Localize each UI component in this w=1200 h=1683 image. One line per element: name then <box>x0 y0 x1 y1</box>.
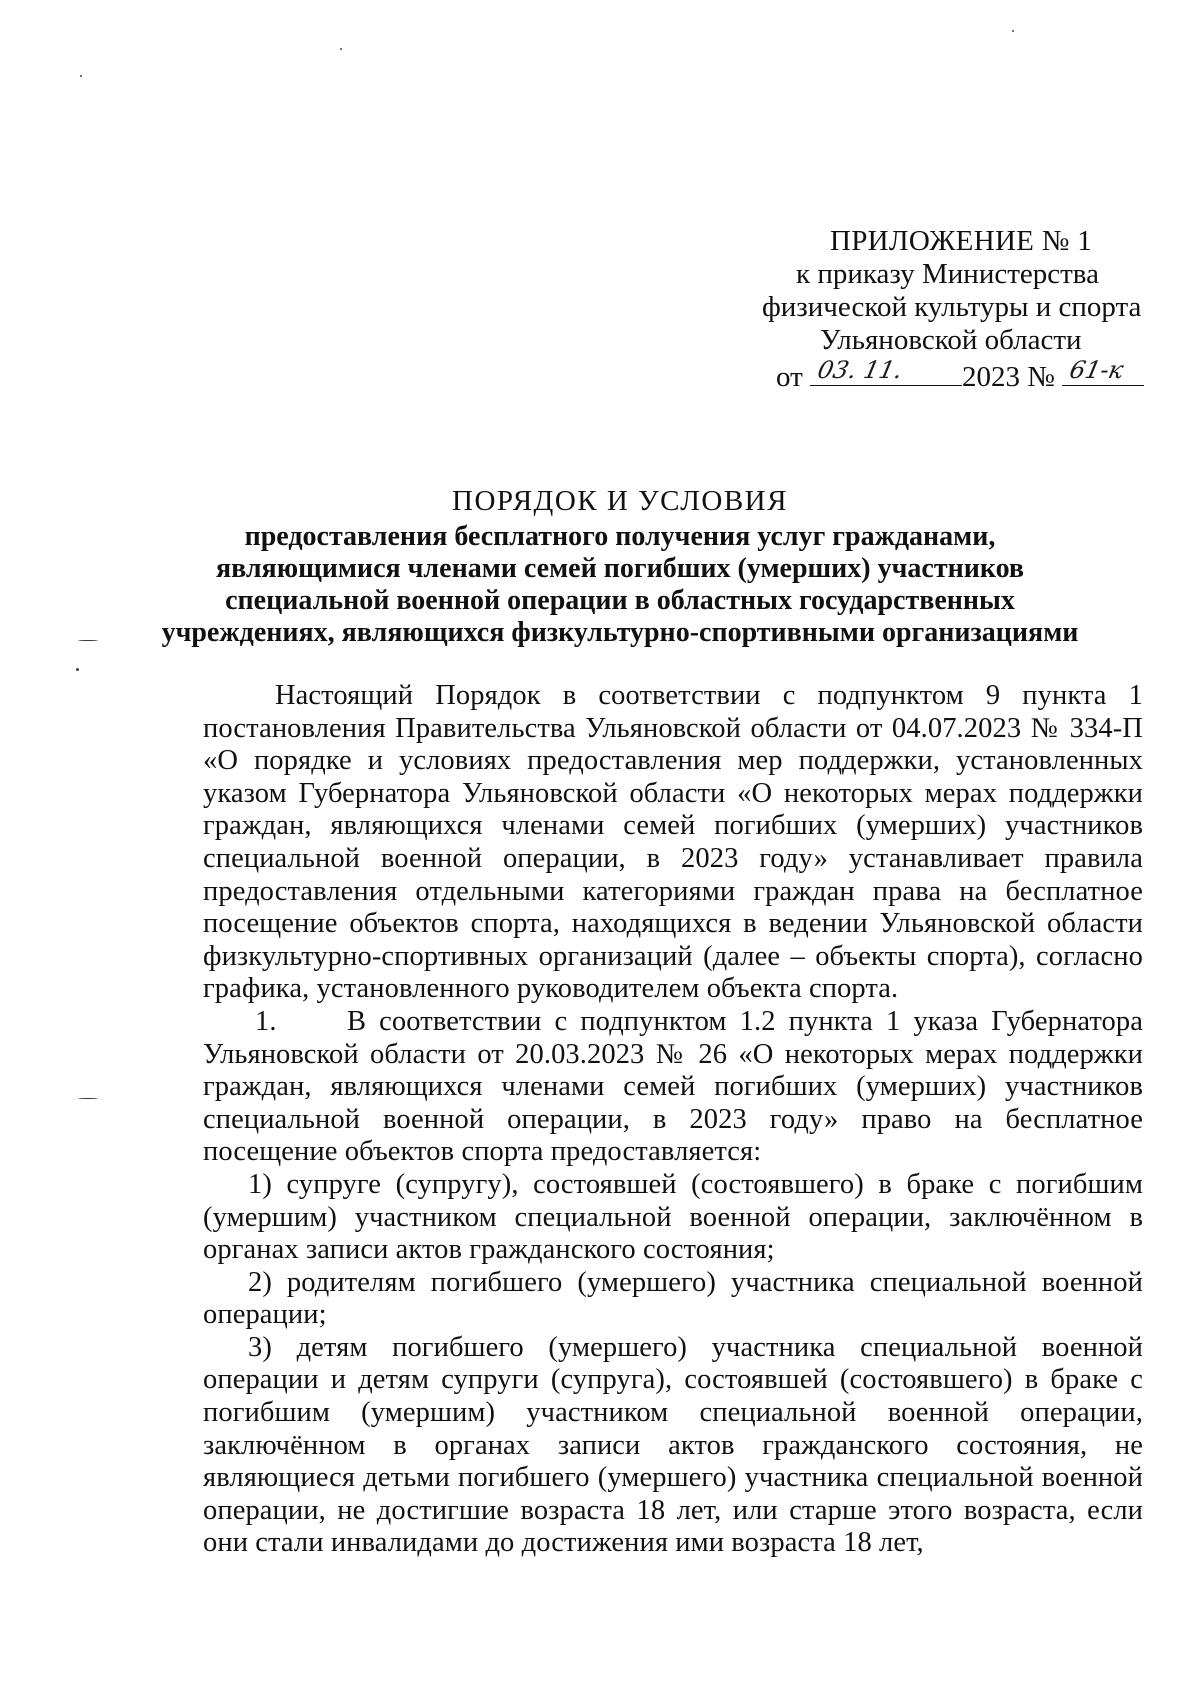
paragraph-1 <box>203 1006 1143 1169</box>
title-subline: учреждениях, являющихся физкультурно-спортивными организациями <box>161 617 1079 648</box>
scan-speck <box>1012 30 1014 32</box>
list-item: 2) родителям погибшего (умершего) участника специальной военной операции; <box>203 1266 1143 1331</box>
paragraph-1-text: В соответствии с подпунктом 1.2 пункта 1 указа Губернатора Ульяновской области от 20.03.2023 № 26 «О некоторых мерах поддержки граждан, являющихся членами семей погибших (умерших) участников специальной военной операции, в 2023 году» право на бесплатное посещение объектов спорта предоставляется: <box>203 1005 1143 1168</box>
list-item: 1) супруге (супругу), состоявшей (состоявшего) в браке с погибшим (умершим) участником специальной военной операции, заключённом в органах записи актов гражданского состояния; <box>203 1168 1143 1266</box>
title-subline: являющимися членами семей погибших (умерших) участников <box>215 553 1025 584</box>
scan-mark <box>78 640 98 641</box>
handwritten-date: 03. 11. <box>815 356 906 384</box>
appendix-line-region: Ульяновской области <box>820 324 1082 356</box>
paragraph-number: 1. <box>255 1005 277 1037</box>
year-text: 2023 № <box>962 361 1055 393</box>
document-body <box>203 680 1143 1560</box>
scan-mark <box>78 1098 98 1099</box>
scan-speck <box>76 668 79 671</box>
title-subline: предоставления бесплатного получения услуг гражданами, <box>244 521 996 552</box>
title-main: ПОРЯДОК И УСЛОВИЯ <box>452 485 788 517</box>
date-blank <box>810 357 962 386</box>
scan-speck <box>80 75 82 77</box>
appendix-line-ministry: физической культуры и спорта <box>762 291 1142 323</box>
handwritten-number: 61-к <box>1067 356 1127 384</box>
document-title <box>120 485 1120 649</box>
list-item: 3) детям погибшего (умершего) участника специальной военной операции и детям супруги (супруга), состоявшей (состоявшего) в браке с погибшим (умершим) участником специальной военной операции, заключённом в органах записи актов гражданского состояния, не являющиеся детьми погибшего (умершего) участника специальной военной операции, не достигшие возраста 18 лет, или старше этого возраста, если они стали инвалидами до достижения ими возраста 18 лет, <box>203 1331 1143 1559</box>
number-blank <box>1062 357 1144 386</box>
appendix-header <box>758 225 1142 394</box>
title-subline: специальной военной операции в областных государственных <box>225 585 1015 616</box>
intro-paragraph: Настоящий Порядок в соответствии с подпунктом 9 пункта 1 постановления Правительства Ульяновской области от 04.07.2023 № 334-П «О порядке и условиях предоставления мер поддержки, установленных указом Губернатора Ульяновской области «О некоторых мерах поддержки граждан, являющихся членами семей погибших (умерших) участников специальной военной операции, в 2023 году» устанавливает правила предоставления отдельными категориями граждан права на бесплатное посещение объектов спорта, находящихся в ведении Ульяновской области физкультурно-спортивных организаций (далее – объекты спорта), согласно графика, установленного руководителем объекта спорта. <box>203 680 1143 1005</box>
appendix-line-order: к приказу Министерства <box>796 258 1099 290</box>
scan-speck <box>340 48 342 50</box>
appendix-title: ПРИЛОЖЕНИЕ № 1 <box>830 225 1093 257</box>
date-prefix: от <box>776 361 803 393</box>
appendix-date-line <box>758 357 1138 394</box>
